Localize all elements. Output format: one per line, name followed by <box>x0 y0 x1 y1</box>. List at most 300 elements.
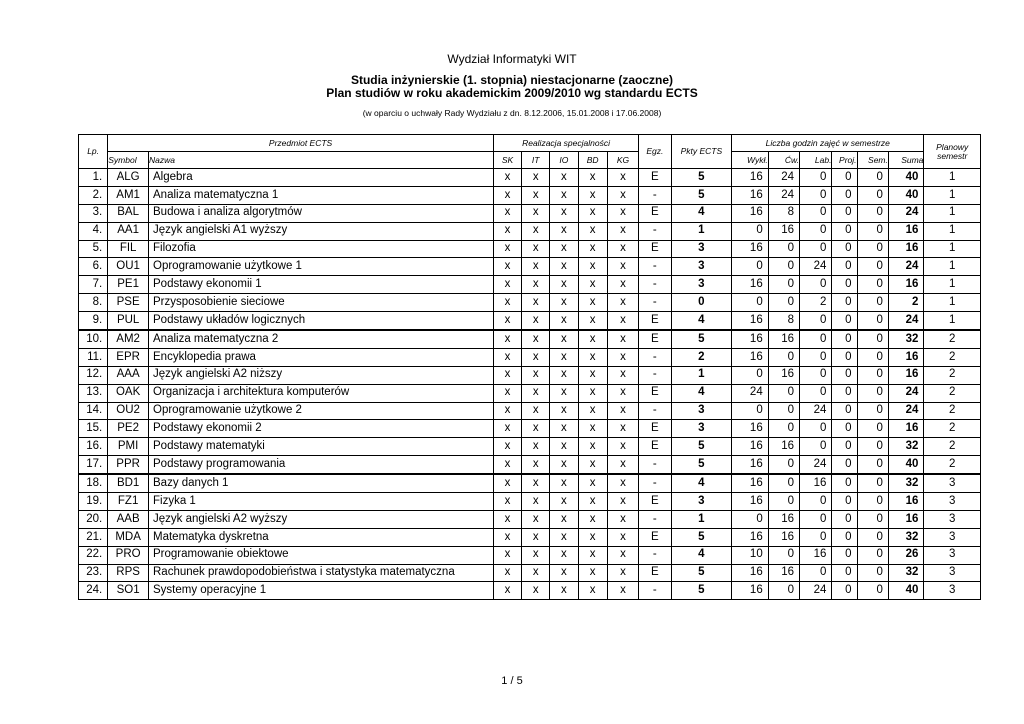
cell-suma: 16 <box>888 222 924 240</box>
cell-sk: x <box>493 204 521 222</box>
cell-suma: 24 <box>888 402 924 420</box>
table-row <box>79 528 981 546</box>
cell-ects: 5 <box>671 330 732 348</box>
cell-cw: 0 <box>768 276 799 294</box>
cell-egz: - <box>639 456 671 474</box>
cell-proj: 0 <box>832 456 857 474</box>
cell-symbol: BAL <box>108 204 149 222</box>
cell-ects: 2 <box>671 348 732 366</box>
cell-sk: x <box>493 546 521 564</box>
col-nazwa: Nazwa <box>149 152 494 169</box>
cell-it: x <box>522 276 550 294</box>
cell-name: Oprogramowanie użytkowe 1 <box>149 258 494 276</box>
cell-ects: 5 <box>671 528 732 546</box>
cell-lp: 15. <box>79 420 108 438</box>
cell-name: Budowa i analiza algorytmów <box>149 204 494 222</box>
document-title: Studia inżynierskie (1. stopnia) niestacjonarne (zaoczne) <box>350 73 674 87</box>
cell-sk: x <box>493 402 521 420</box>
cell-ects: 3 <box>671 420 732 438</box>
cell-proj: 0 <box>832 294 857 312</box>
cell-it: x <box>522 582 550 600</box>
table-row <box>79 312 981 330</box>
cell-symbol: PRO <box>108 546 149 564</box>
cell-cw: 0 <box>768 474 799 492</box>
cell-egz: E <box>639 204 671 222</box>
cell-io: x <box>550 564 578 582</box>
cell-sk: x <box>493 348 521 366</box>
cell-lp: 16. <box>79 438 108 456</box>
cell-io: x <box>550 348 578 366</box>
cell-egz: E <box>639 312 671 330</box>
cell-semestr: 2 <box>924 438 981 456</box>
cell-sk: x <box>493 276 521 294</box>
cell-bd: x <box>578 348 607 366</box>
cell-suma: 16 <box>888 510 924 528</box>
cell-lp: 14. <box>79 402 108 420</box>
cell-lab: 0 <box>800 276 832 294</box>
cell-ects: 5 <box>671 169 732 187</box>
cell-cw: 0 <box>768 456 799 474</box>
cell-io: x <box>550 312 578 330</box>
cell-semestr: 1 <box>924 258 981 276</box>
cell-lp: 17. <box>79 456 108 474</box>
cell-suma: 16 <box>888 240 924 258</box>
cell-it: x <box>522 312 550 330</box>
cell-name: Przysposobienie sieciowe <box>149 294 494 312</box>
cell-lp: 1. <box>79 169 108 187</box>
cell-bd: x <box>578 474 607 492</box>
cell-name: Systemy operacyjne 1 <box>149 582 494 600</box>
cell-it: x <box>522 258 550 276</box>
cell-symbol: SO1 <box>108 582 149 600</box>
cell-bd: x <box>578 384 607 402</box>
cell-semestr: 1 <box>924 276 981 294</box>
cell-lab: 0 <box>800 186 832 204</box>
table-row <box>79 456 981 474</box>
cell-io: x <box>550 546 578 564</box>
cell-semestr: 2 <box>924 420 981 438</box>
cell-semestr: 1 <box>924 169 981 187</box>
cell-kg: x <box>607 420 638 438</box>
cell-kg: x <box>607 222 638 240</box>
cell-sem: 0 <box>857 493 888 511</box>
cell-proj: 0 <box>832 493 857 511</box>
cell-it: x <box>522 222 550 240</box>
table-row <box>79 474 981 492</box>
cell-lab: 16 <box>800 474 832 492</box>
cell-it: x <box>522 384 550 402</box>
cell-bd: x <box>578 493 607 511</box>
cell-cw: 16 <box>768 366 799 384</box>
cell-kg: x <box>607 474 638 492</box>
cell-lp: 6. <box>79 258 108 276</box>
cell-proj: 0 <box>832 564 857 582</box>
cell-proj: 0 <box>832 546 857 564</box>
cell-egz: E <box>639 438 671 456</box>
cell-io: x <box>550 204 578 222</box>
col-planowy <box>924 135 981 169</box>
cell-proj: 0 <box>832 528 857 546</box>
cell-wykl: 0 <box>732 258 769 276</box>
table-row <box>79 276 981 294</box>
cell-name: Matematyka dyskretna <box>149 528 494 546</box>
cell-suma: 24 <box>888 384 924 402</box>
cell-lab: 0 <box>800 564 832 582</box>
cell-lab: 24 <box>800 582 832 600</box>
cell-semestr: 3 <box>924 582 981 600</box>
cell-io: x <box>550 222 578 240</box>
cell-symbol: AM1 <box>108 186 149 204</box>
cell-it: x <box>522 348 550 366</box>
cell-lp: 4. <box>79 222 108 240</box>
cell-semestr: 2 <box>924 348 981 366</box>
cell-sk: x <box>493 186 521 204</box>
cell-kg: x <box>607 258 638 276</box>
cell-proj: 0 <box>832 384 857 402</box>
cell-lab: 0 <box>800 510 832 528</box>
cell-symbol: PE2 <box>108 420 149 438</box>
cell-symbol: OAK <box>108 384 149 402</box>
cell-name: Rachunek prawdopodobieństwa i statystyka matematyczna <box>149 564 494 582</box>
cell-egz: - <box>639 294 671 312</box>
cell-bd: x <box>578 204 607 222</box>
table-row <box>79 493 981 511</box>
col-planowy-line2: semestr <box>937 150 968 161</box>
cell-proj: 0 <box>832 582 857 600</box>
cell-egz: - <box>639 348 671 366</box>
cell-lab: 24 <box>800 402 832 420</box>
cell-name: Oprogramowanie użytkowe 2 <box>149 402 494 420</box>
table-row <box>79 204 981 222</box>
cell-lab: 0 <box>800 493 832 511</box>
cell-suma: 2 <box>888 294 924 312</box>
col-kg: KG <box>607 152 638 169</box>
cell-semestr: 3 <box>924 564 981 582</box>
cell-io: x <box>550 474 578 492</box>
cell-proj: 0 <box>832 510 857 528</box>
table-row <box>79 582 981 600</box>
cell-proj: 0 <box>832 402 857 420</box>
cell-kg: x <box>607 294 638 312</box>
cell-egz: - <box>639 222 671 240</box>
cell-bd: x <box>578 582 607 600</box>
cell-egz: - <box>639 276 671 294</box>
col-sem: Sem. <box>857 152 888 169</box>
cell-sk: x <box>493 169 521 187</box>
cell-kg: x <box>607 312 638 330</box>
cell-lab: 0 <box>800 240 832 258</box>
cell-egz: - <box>639 474 671 492</box>
cell-suma: 24 <box>888 258 924 276</box>
cell-cw: 16 <box>768 510 799 528</box>
cell-egz: E <box>639 169 671 187</box>
cell-lab: 0 <box>800 312 832 330</box>
cell-cw: 24 <box>768 186 799 204</box>
cell-bd: x <box>578 510 607 528</box>
cell-ects: 5 <box>671 186 732 204</box>
cell-cw: 16 <box>768 222 799 240</box>
cell-sem: 0 <box>857 312 888 330</box>
cell-proj: 0 <box>832 258 857 276</box>
table-row <box>79 169 981 187</box>
cell-wykl: 0 <box>732 222 769 240</box>
resolution-note: (w oparciu o uchwały Rady Wydziału z dn. 8.12.2006, 15.01.2008 i 17.06.2008) <box>362 108 662 118</box>
cell-name: Algebra <box>149 169 494 187</box>
cell-wykl: 16 <box>732 528 769 546</box>
cell-sem: 0 <box>857 528 888 546</box>
cell-name: Analiza matematyczna 1 <box>149 186 494 204</box>
cell-bd: x <box>578 258 607 276</box>
cell-sk: x <box>493 366 521 384</box>
cell-bd: x <box>578 438 607 456</box>
cell-symbol: AAA <box>108 366 149 384</box>
cell-sk: x <box>493 258 521 276</box>
cell-semestr: 2 <box>924 366 981 384</box>
cell-sk: x <box>493 510 521 528</box>
cell-sk: x <box>493 222 521 240</box>
cell-wykl: 16 <box>732 186 769 204</box>
cell-wykl: 0 <box>732 294 769 312</box>
cell-proj: 0 <box>832 438 857 456</box>
cell-cw: 8 <box>768 312 799 330</box>
cell-bd: x <box>578 222 607 240</box>
table-row <box>79 510 981 528</box>
table-row <box>79 366 981 384</box>
cell-suma: 40 <box>888 582 924 600</box>
cell-kg: x <box>607 438 638 456</box>
cell-name: Organizacja i architektura komputerów <box>149 384 494 402</box>
cell-lp: 22. <box>79 546 108 564</box>
cell-lp: 7. <box>79 276 108 294</box>
cell-sem: 0 <box>857 582 888 600</box>
cell-sem: 0 <box>857 474 888 492</box>
cell-cw: 0 <box>768 294 799 312</box>
cell-it: x <box>522 330 550 348</box>
cell-wykl: 16 <box>732 493 769 511</box>
cell-sk: x <box>493 294 521 312</box>
cell-wykl: 10 <box>732 546 769 564</box>
cell-it: x <box>522 510 550 528</box>
cell-name: Podstawy układów logicznych <box>149 312 494 330</box>
table-row <box>79 564 981 582</box>
cell-semestr: 3 <box>924 546 981 564</box>
cell-ects: 5 <box>671 438 732 456</box>
cell-sk: x <box>493 582 521 600</box>
cell-lab: 0 <box>800 204 832 222</box>
cell-ects: 3 <box>671 258 732 276</box>
col-godziny: Liczba godzin zajęć w semestrze <box>732 135 924 152</box>
cell-cw: 0 <box>768 420 799 438</box>
cell-lab: 0 <box>800 438 832 456</box>
cell-sem: 0 <box>857 276 888 294</box>
cell-io: x <box>550 240 578 258</box>
cell-ects: 3 <box>671 402 732 420</box>
cell-symbol: RPS <box>108 564 149 582</box>
cell-name: Podstawy matematyki <box>149 438 494 456</box>
cell-cw: 0 <box>768 402 799 420</box>
cell-sk: x <box>493 456 521 474</box>
cell-it: x <box>522 294 550 312</box>
cell-it: x <box>522 564 550 582</box>
cell-bd: x <box>578 186 607 204</box>
cell-kg: x <box>607 493 638 511</box>
cell-symbol: BD1 <box>108 474 149 492</box>
cell-suma: 40 <box>888 456 924 474</box>
cell-kg: x <box>607 330 638 348</box>
cell-egz: - <box>639 402 671 420</box>
cell-lp: 21. <box>79 528 108 546</box>
cell-io: x <box>550 276 578 294</box>
cell-it: x <box>522 186 550 204</box>
cell-lp: 20. <box>79 510 108 528</box>
cell-symbol: PE1 <box>108 276 149 294</box>
cell-semestr: 2 <box>924 456 981 474</box>
cell-egz: - <box>639 546 671 564</box>
cell-sem: 0 <box>857 348 888 366</box>
cell-name: Analiza matematyczna 2 <box>149 330 494 348</box>
cell-kg: x <box>607 384 638 402</box>
cell-lab: 0 <box>800 169 832 187</box>
cell-cw: 0 <box>768 240 799 258</box>
cell-symbol: ALG <box>108 169 149 187</box>
cell-wykl: 16 <box>732 456 769 474</box>
cell-lp: 2. <box>79 186 108 204</box>
cell-it: x <box>522 204 550 222</box>
col-planowy-line1: Planowy <box>936 142 969 152</box>
cell-proj: 0 <box>832 204 857 222</box>
cell-sk: x <box>493 474 521 492</box>
cell-sem: 0 <box>857 438 888 456</box>
cell-kg: x <box>607 564 638 582</box>
col-lab: Lab. <box>800 152 832 169</box>
cell-lab: 0 <box>800 348 832 366</box>
cell-ects: 5 <box>671 564 732 582</box>
cell-it: x <box>522 528 550 546</box>
cell-lp: 8. <box>79 294 108 312</box>
cell-lp: 13. <box>79 384 108 402</box>
cell-egz: E <box>639 240 671 258</box>
cell-ects: 5 <box>671 582 732 600</box>
col-ects: Pkty ECTS <box>671 135 732 169</box>
cell-sem: 0 <box>857 384 888 402</box>
cell-sk: x <box>493 564 521 582</box>
cell-wykl: 16 <box>732 330 769 348</box>
cell-it: x <box>522 420 550 438</box>
cell-kg: x <box>607 510 638 528</box>
cell-semestr: 3 <box>924 510 981 528</box>
cell-symbol: OU1 <box>108 258 149 276</box>
col-suma: Suma <box>888 152 924 169</box>
cell-io: x <box>550 384 578 402</box>
cell-symbol: AAB <box>108 510 149 528</box>
cell-kg: x <box>607 528 638 546</box>
cell-suma: 40 <box>888 186 924 204</box>
cell-sem: 0 <box>857 258 888 276</box>
cell-kg: x <box>607 240 638 258</box>
cell-cw: 0 <box>768 546 799 564</box>
cell-sem: 0 <box>857 402 888 420</box>
cell-ects: 4 <box>671 312 732 330</box>
cell-sk: x <box>493 384 521 402</box>
cell-wykl: 16 <box>732 582 769 600</box>
cell-semestr: 1 <box>924 204 981 222</box>
cell-semestr: 2 <box>924 384 981 402</box>
cell-suma: 32 <box>888 528 924 546</box>
cell-wykl: 0 <box>732 510 769 528</box>
cell-sk: x <box>493 528 521 546</box>
cell-it: x <box>522 493 550 511</box>
cell-cw: 0 <box>768 384 799 402</box>
cell-io: x <box>550 510 578 528</box>
cell-suma: 16 <box>888 276 924 294</box>
col-wykl: Wykł. <box>732 152 769 169</box>
cell-kg: x <box>607 186 638 204</box>
document-subtitle: Plan studiów w roku akademickim 2009/2010 wg standardu ECTS <box>326 86 698 100</box>
cell-kg: x <box>607 276 638 294</box>
cell-bd: x <box>578 420 607 438</box>
cell-cw: 16 <box>768 528 799 546</box>
cell-lp: 23. <box>79 564 108 582</box>
cell-proj: 0 <box>832 312 857 330</box>
cell-name: Filozofia <box>149 240 494 258</box>
cell-io: x <box>550 294 578 312</box>
cell-wykl: 0 <box>732 402 769 420</box>
cell-name: Podstawy ekonomii 1 <box>149 276 494 294</box>
cell-kg: x <box>607 348 638 366</box>
cell-symbol: PUL <box>108 312 149 330</box>
cell-lab: 24 <box>800 456 832 474</box>
cell-sk: x <box>493 420 521 438</box>
col-sk: SK <box>493 152 521 169</box>
cell-proj: 0 <box>832 276 857 294</box>
cell-semestr: 1 <box>924 186 981 204</box>
cell-bd: x <box>578 169 607 187</box>
cell-ects: 4 <box>671 474 732 492</box>
cell-suma: 32 <box>888 564 924 582</box>
cell-it: x <box>522 546 550 564</box>
cell-wykl: 16 <box>732 420 769 438</box>
cell-io: x <box>550 258 578 276</box>
cell-wykl: 16 <box>732 169 769 187</box>
cell-lp: 18. <box>79 474 108 492</box>
cell-egz: E <box>639 564 671 582</box>
table-row <box>79 420 981 438</box>
cell-cw: 0 <box>768 493 799 511</box>
cell-wykl: 16 <box>732 348 769 366</box>
cell-sem: 0 <box>857 546 888 564</box>
faculty-name: Wydział Informatyki WIT <box>447 52 577 66</box>
cell-lp: 3. <box>79 204 108 222</box>
cell-wykl: 16 <box>732 312 769 330</box>
page-number: 1 / 5 <box>501 675 523 687</box>
cell-it: x <box>522 240 550 258</box>
cell-lp: 24. <box>79 582 108 600</box>
table-row <box>79 384 981 402</box>
cell-io: x <box>550 420 578 438</box>
cell-io: x <box>550 169 578 187</box>
cell-io: x <box>550 493 578 511</box>
cell-cw: 16 <box>768 564 799 582</box>
cell-sk: x <box>493 240 521 258</box>
cell-egz: E <box>639 493 671 511</box>
cell-proj: 0 <box>832 348 857 366</box>
cell-sem: 0 <box>857 222 888 240</box>
cell-lp: 10. <box>79 330 108 348</box>
cell-io: x <box>550 528 578 546</box>
cell-cw: 16 <box>768 330 799 348</box>
table-row <box>79 258 981 276</box>
cell-egz: - <box>639 510 671 528</box>
